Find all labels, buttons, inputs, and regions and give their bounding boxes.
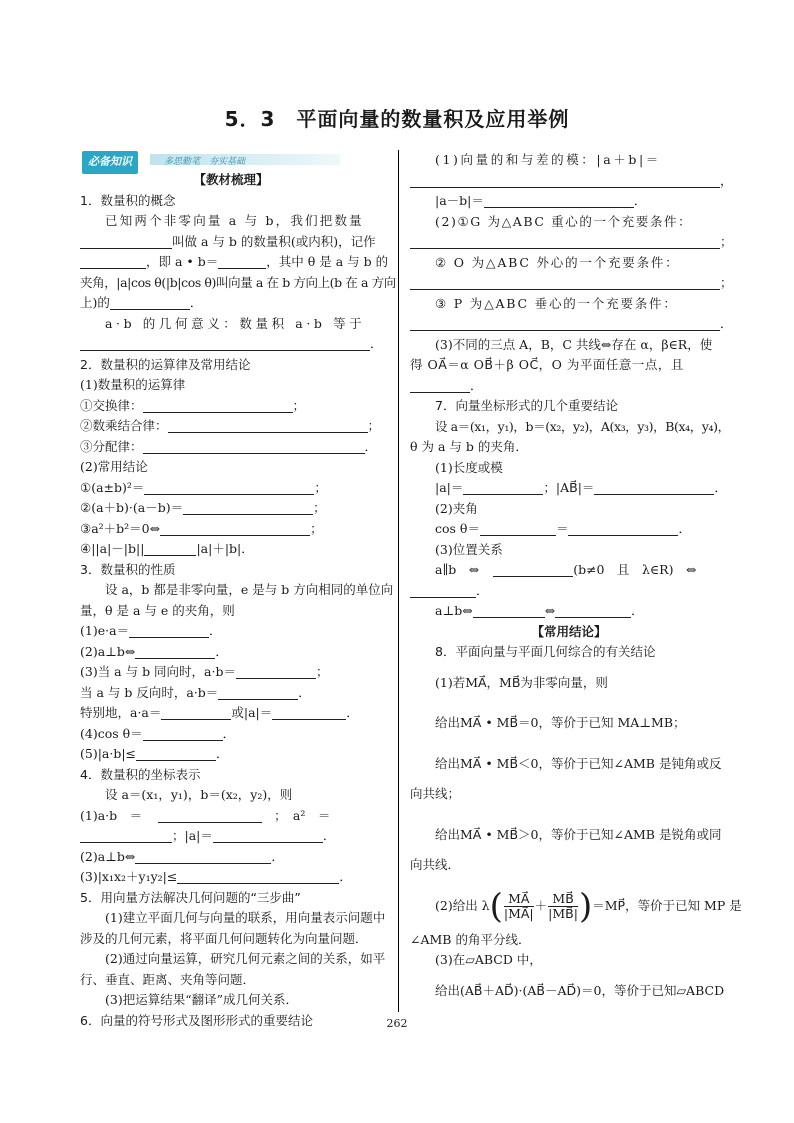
fill-blank: [410, 378, 470, 393]
punct: ．: [339, 869, 352, 884]
page-number: 262: [386, 1017, 408, 1030]
text-line: 设 a＝(x₁，y₁)，b＝(x₂，y₂)，A(x₃，y₃)，B(x₄，y₄)，: [435, 418, 730, 434]
fill-blank: [410, 173, 720, 188]
text-line: (1)长度或模: [435, 459, 503, 475]
text-line: (1)e·a＝: [80, 623, 130, 638]
fill-blank: [143, 398, 293, 413]
section-heading: 1．数量积的概念: [80, 192, 176, 208]
text-line: 涉及的几何元素，将平面几何问题转化为向量问题．: [80, 930, 368, 946]
punct: ；: [313, 500, 326, 515]
fill-blank: [129, 623, 209, 638]
text-line: 得 OA⃗＝α OB⃗＋β OC⃗，O 为平面任意一点，且: [410, 357, 684, 372]
fill-blank: [143, 726, 223, 741]
fill-blank: [493, 562, 573, 577]
fraction-denominator: |MA⃗|: [503, 905, 534, 921]
section-heading: 5．用向量方法解决几何问题的“三步曲”: [80, 889, 301, 905]
text-line: ①(a±b)²＝: [80, 479, 145, 495]
text-line: (1)若MA⃗，MB⃗为非零向量，则: [435, 674, 608, 690]
text-line: ；|a|＝: [172, 828, 213, 843]
text-line: ⇔: [544, 603, 556, 618]
fill-blank: [218, 685, 298, 700]
text-line: ①交换律：: [80, 397, 143, 413]
punct: ．: [476, 582, 489, 598]
fill-blank: [594, 480, 714, 495]
fill-blank: [158, 808, 262, 823]
fill-blank: [555, 603, 631, 618]
banner-subtitle: 多思勤笔 夯实基础: [164, 157, 246, 167]
fill-blank: [473, 603, 545, 618]
formula-line: (2)给出 λ( $\frac{MA⃗}{|MA⃗|}$ ＋ $\frac{MB⃗}{|MB⃗|}$ )＝MP⃗，等价于已知 MP 是: [435, 886, 742, 926]
text-line: 夹角，|a|cos θ(|b|cos θ)叫向量 a 在 b 方向上(b 在 a 方向: [80, 274, 396, 290]
punct: ．: [189, 295, 203, 310]
text-line: ③a²＋b²＝0⇔: [80, 520, 161, 536]
punct: ．: [633, 193, 647, 208]
fill-blank: [410, 583, 476, 598]
text-line: ，即 a • b＝: [146, 254, 219, 269]
text-line: (3)把运算结果“翻译”成几何关系．: [105, 992, 298, 1007]
text-line: 已知两个非零向量 a 与 b，我们把数量: [105, 213, 364, 228]
text-line: a·b 的几何意义：数量积 a·b 等于: [105, 315, 366, 331]
punct: ．: [470, 377, 483, 393]
text-line: (2)a⊥b⇔: [80, 643, 136, 659]
text-line: 当 a 与 b 反向时，a·b＝: [80, 684, 219, 700]
punct: ．: [678, 521, 691, 536]
text-line: 设 a＝(x₁，y₁)，b＝(x₂，y₂)，则: [105, 787, 293, 802]
text-line: ④||a|－|b||: [80, 541, 145, 556]
left-paren: (: [489, 886, 503, 926]
section-heading: 6．向量的符号形式及图形形式的重要结论: [80, 1012, 313, 1028]
text-line: (3)|x₁x₂＋y₁y₂|≤: [80, 869, 178, 884]
fill-blank: [135, 644, 215, 659]
punct: ．: [346, 705, 359, 720]
text-line: 量，θ 是 a 与 e 的夹角，则: [80, 602, 235, 618]
fraction-numerator: MB⃗: [548, 892, 578, 907]
text-line: 叫做 a 与 b 的数量积(或内积)，记作: [172, 233, 376, 249]
fill-blank: [177, 869, 339, 884]
text-line: (2)常用结论: [80, 459, 148, 474]
fill-blank: [236, 664, 316, 679]
right-column: [410, 150, 742, 1001]
punct: ．: [322, 828, 336, 843]
fill-blank: [272, 705, 346, 720]
text-line: |a|＝: [435, 480, 464, 495]
text-line: (2)夹角: [435, 500, 478, 516]
punct: ．: [222, 725, 236, 741]
text-line: (3)不同的三点 A，B，C 共线⇔存在 α，β∈R，使: [435, 336, 713, 352]
text-line: (3)位置关系: [435, 541, 503, 557]
fraction-denominator: |MB⃗|: [548, 905, 578, 921]
text-line: (2)①G 为△ABC 重心的一个充要条件：: [435, 213, 693, 229]
text-line: 行、垂直、距离、夹角等问题．: [80, 971, 256, 987]
punct: ．: [631, 603, 644, 618]
fill-blank: [410, 275, 720, 290]
punct: ．: [215, 643, 228, 659]
section-heading: 2．数量积的运算律及常用结论: [80, 356, 251, 372]
punct: ；: [367, 418, 381, 433]
fill-blank: [80, 234, 172, 249]
subheading: 【教材梳理】: [193, 172, 269, 187]
fill-blank: [143, 439, 365, 454]
fill-blank: [484, 193, 634, 208]
subheading: 【常用结论】: [531, 623, 607, 639]
text-line: ②(a＋b)·(a－b)＝: [80, 500, 184, 515]
punct: ；: [314, 479, 327, 495]
fill-blank: [480, 521, 556, 536]
text-line: 或|a|＝: [231, 705, 273, 720]
fill-blank: [183, 500, 313, 515]
section-banner: [80, 150, 382, 168]
text-line: cos θ＝: [435, 521, 480, 536]
fill-blank: [80, 336, 370, 351]
fill-blank: [410, 234, 720, 249]
text-line: 向共线；: [410, 786, 461, 801]
fill-blank: [110, 295, 190, 310]
punct: ．: [271, 848, 284, 864]
text-line: ③ P 为△ABC 垂心的一个充要条件：: [435, 295, 678, 311]
punct: ；: [720, 234, 733, 249]
text-line: ② O 为△ABC 外心的一个充要条件：: [435, 254, 680, 270]
fill-blank: [80, 254, 146, 269]
text-line: 给出MA⃗ • MB⃗＝0，等价于已知 MA⊥MB；: [435, 715, 686, 730]
punct: ．: [216, 746, 229, 761]
banner-tag: 必备知识: [82, 151, 138, 174]
punct: ；: [720, 275, 733, 290]
punct: ．: [714, 480, 727, 495]
text-line: (4)cos θ＝: [80, 725, 143, 741]
text-line: ②数乘结合律：: [80, 418, 168, 433]
text-line: (b≠0 且 λ∈R) ⇔: [573, 562, 697, 577]
punct: ．: [720, 316, 733, 331]
text-line: ；|AB⃗|＝: [543, 480, 595, 495]
text-line: |a－b|＝: [435, 193, 484, 208]
text-line: ∠AMB 的角平分线．: [410, 931, 531, 947]
section-heading: 7．向量坐标形式的几个重要结论: [435, 398, 618, 413]
text-line: ＝MP⃗，等价于已知 MP 是: [592, 897, 742, 913]
text-line: 上)的: [80, 295, 110, 310]
right-paren: ): [578, 886, 593, 926]
text-line: 给出(AB⃗＋AD⃗)·(AB⃗－AD⃗)＝0，等价于已知▱ABCD: [435, 982, 725, 998]
fill-blank: [135, 849, 271, 864]
text-line: 向共线．: [410, 857, 461, 872]
page-title: 5．3 平面向量的数量积及应用举例: [224, 107, 570, 131]
fill-blank: [161, 705, 231, 720]
punct: ，: [720, 172, 733, 188]
text-line: a∥b ⇔: [435, 562, 480, 577]
text-line: ＝: [555, 521, 569, 536]
fill-blank: [213, 828, 323, 843]
fill-blank: [410, 316, 720, 331]
text-line: θ 为 a 与 b 的夹角．: [410, 439, 528, 454]
text-line: 设 a，b 都是非零向量，e 是与 b 方向相同的单位向: [105, 582, 394, 597]
fill-blank: [144, 480, 314, 495]
text-line: (2)a⊥b⇔: [80, 848, 136, 864]
text-line: (1)向量的和与差的模：|a＋b|＝: [435, 152, 661, 167]
left-column: [80, 150, 396, 1031]
punct: ．: [364, 438, 378, 454]
fill-blank: [568, 521, 678, 536]
text-line: (1)数量积的运算律: [80, 377, 186, 392]
fraction-mb: [548, 892, 578, 921]
text-line: (3)当 a 与 b 同向时，a·b＝: [80, 664, 236, 679]
punct: ．: [298, 684, 311, 700]
fill-blank: [168, 418, 368, 433]
text-line: ； a² ＝: [274, 807, 331, 823]
text-line: |a|＋|b|．: [196, 541, 254, 556]
text-line: (2)给出 λ: [435, 897, 490, 913]
punct: ．: [209, 623, 222, 638]
fraction-numerator: MA⃗: [504, 892, 534, 907]
punct: ；: [292, 397, 306, 413]
section-heading: 8．平面向量与平面几何综合的有关结论: [435, 644, 656, 659]
section-heading: 3．数量积的性质: [80, 561, 176, 577]
text-line: ，其中 θ 是 a 与 b 的: [266, 254, 389, 269]
text-line: (2)通过向量运算，研究几何元素之间的关系，如平: [105, 951, 386, 966]
fill-blank: [218, 254, 266, 269]
text-line: 给出MA⃗ • MB⃗＜0，等价于已知∠AMB 是钝角或反: [435, 755, 722, 771]
section-heading: 4．数量积的坐标表示: [80, 766, 201, 782]
text-line: (1)建立平面几何与向量的联系，用向量表示问题中: [105, 910, 386, 925]
fill-blank: [463, 480, 543, 495]
text-line: (1)a·b ＝: [80, 807, 143, 823]
text-line: a⊥b⇔: [435, 603, 473, 618]
fill-blank: [136, 746, 216, 761]
punct: ；: [315, 664, 329, 679]
fill-blank: [80, 828, 172, 843]
fill-blank: [160, 521, 310, 536]
punct: ；: [310, 520, 323, 536]
fill-blank: [144, 541, 196, 556]
text-line: 给出MA⃗ • MB⃗＞0，等价于已知∠AMB 是锐角或同: [435, 826, 722, 842]
text-line: (5)|a·b|≤: [80, 746, 137, 761]
text-line: (3)在▱ABCD 中，: [435, 952, 542, 967]
column-divider: [398, 150, 399, 1012]
text-line: 特别地，a·a＝: [80, 705, 162, 720]
fraction-ma: [504, 892, 534, 921]
text-line: ③分配律：: [80, 438, 143, 454]
punct: ．: [370, 336, 383, 351]
